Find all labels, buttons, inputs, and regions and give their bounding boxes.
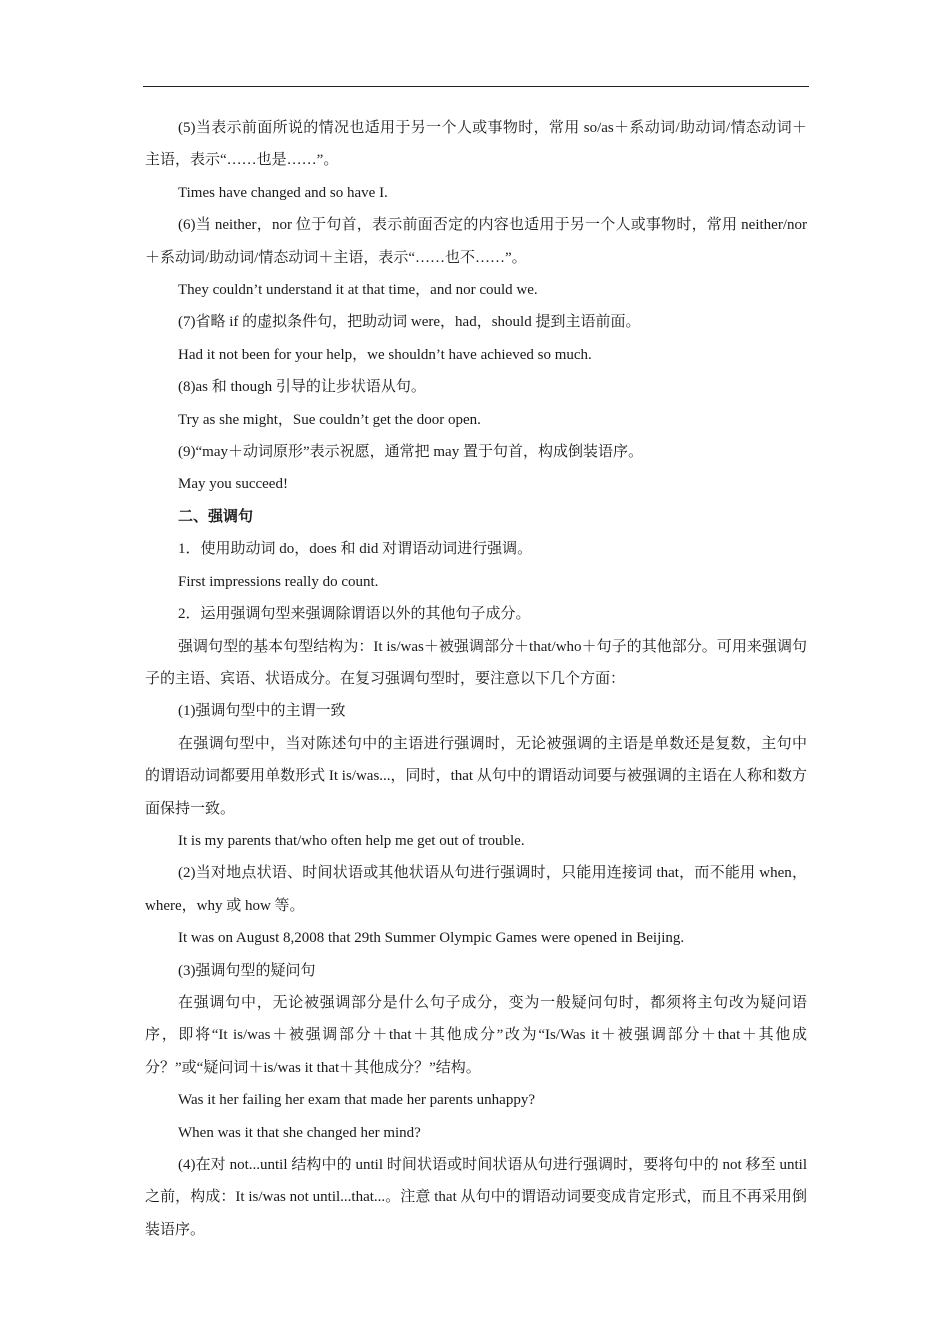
paragraph: 2．运用强调句型来强调除谓语以外的其他句子成分。 xyxy=(178,606,531,623)
paragraph: (6)当 neither，nor 位于句首，表示前面否定的内容也适用于另一个人或事物时，常用 neither/nor＋系动词/助动词/情态动词＋主语，表示“……也不……”。 xyxy=(145,217,807,266)
paragraph: (3)强调句型的疑问句 xyxy=(178,962,316,979)
paragraph: (5)当表示前面所说的情况也适用于另一个人或事物时，常用 so/as＋系动词/助动词/情态动词＋主语，表示“……也是……”。 xyxy=(145,120,807,169)
paragraph: (4)在对 not...until 结构中的 until 时间状语或时间状语从句进行强调时，要将句中的 not 移至 until 之前，构成：It is/was not until...that...。注意 that 从句中的谓语动词要变成肯定形式，而且不再采用倒装语序。 xyxy=(145,1157,807,1238)
example-sentence: Had it not been for your help，we shouldn’t have achieved so much. xyxy=(178,346,592,363)
section-heading: 二、强调句 xyxy=(178,508,254,525)
paragraph: (2)当对地点状语、时间状语或其他状语从句进行强调时，只能用连接词 that，而不能用 when，where，why 或 how 等。 xyxy=(145,865,807,914)
paragraph: 1．使用助动词 do，does 和 did 对谓语动词进行强调。 xyxy=(178,541,533,558)
header-rule xyxy=(143,86,809,87)
paragraph: 在强调句型中，当对陈述句中的主语进行强调时，无论被强调的主语是单数还是复数，主句中的谓语动词都要用单数形式 It is/was...，同时，that 从句中的谓语动词要与被强调的主语在人称和数方面保持一致。 xyxy=(145,735,807,817)
paragraph: 强调句型的基本句型结构为：It is/was＋被强调部分＋that/who＋句子的其他部分。可用来强调句子的主语、宾语、状语成分。在复习强调句型时，要注意以下几个方面： xyxy=(145,638,807,687)
example-sentence: May you succeed! xyxy=(178,476,288,493)
example-sentence: When was it that she changed her mind? xyxy=(178,1124,421,1141)
paragraph: (7)省略 if 的虚拟条件句，把助动词 were，had，should 提到主语前面。 xyxy=(178,314,641,331)
document-body xyxy=(145,112,807,1246)
example-sentence: It is my parents that/who often help me get out of trouble. xyxy=(178,832,525,849)
example-sentence: First impressions really do count. xyxy=(178,573,379,590)
example-sentence: It was on August 8,2008 that 29th Summer Olympic Games were opened in Beijing. xyxy=(178,930,685,947)
example-sentence: They couldn’t understand it at that time，and nor could we. xyxy=(178,282,538,299)
paragraph: (1)强调句型中的主谓一致 xyxy=(178,703,346,720)
example-sentence: Was it her failing her exam that made her parents unhappy? xyxy=(178,1092,535,1109)
paragraph: 在强调句中，无论被强调部分是什么句子成分，变为一般疑问句时，都须将主句改为疑问语序，即将“It is/was＋被强调部分＋that＋其他成分”改为“Is/Was it＋被强调部分＋that＋其他成分？”或“疑问词＋is/was it that＋其他成分？”结构。 xyxy=(145,994,807,1076)
example-sentence: Times have changed and so have I. xyxy=(178,184,388,201)
paragraph: (8)as 和 though 引导的让步状语从句。 xyxy=(178,379,426,396)
example-sentence: Try as she might，Sue couldn’t get the door open. xyxy=(178,411,481,428)
paragraph: (9)“may＋动词原形”表示祝愿，通常把 may 置于句首，构成倒装语序。 xyxy=(178,444,643,461)
